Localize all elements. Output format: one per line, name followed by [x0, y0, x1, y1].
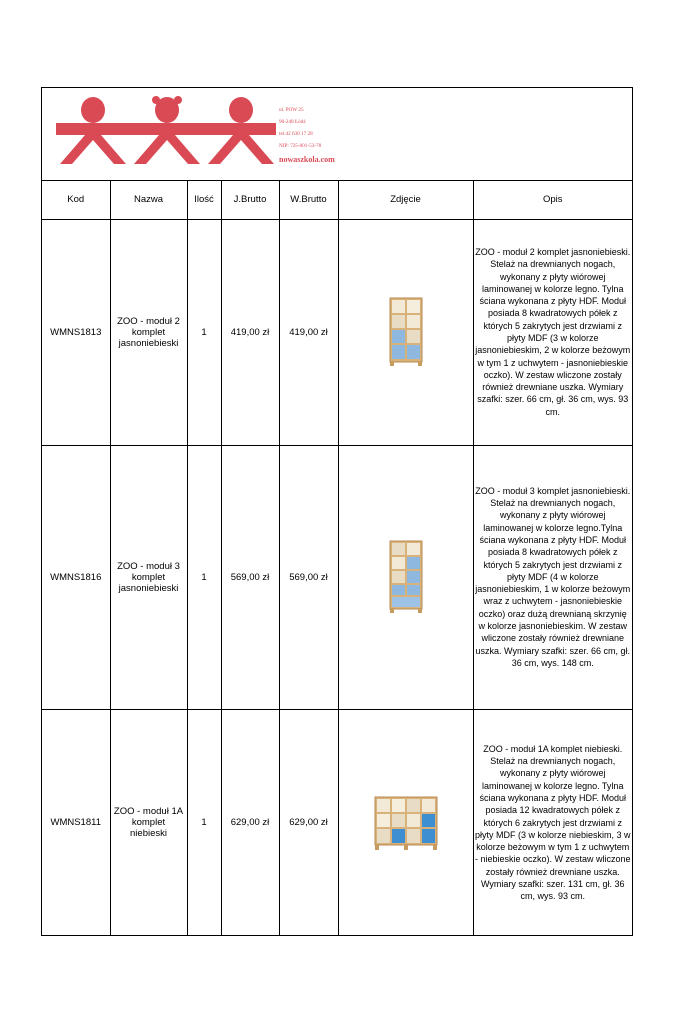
cell-kod: WMNS1813 [42, 219, 110, 445]
header-wbrutto: W.Brutto [279, 181, 338, 219]
cell-zdjecie [338, 219, 473, 445]
cell-zdjecie [338, 709, 473, 936]
cell-zdjecie [338, 445, 473, 709]
company-contact [279, 104, 335, 166]
header-jbrutto: J.Brutto [221, 181, 279, 219]
website-link[interactable]: nowaszkola.com [279, 155, 335, 164]
cell-ilosc: 1 [187, 445, 221, 709]
product-sheet [41, 87, 633, 936]
header-zdjecie: Zdjęcie [338, 181, 473, 219]
cell-kod: WMNS1816 [42, 445, 110, 709]
cell-kod: WMNS1811 [42, 709, 110, 936]
cell-wbrutto: 419,00 zł [279, 219, 338, 445]
header-ilosc: Ilość [187, 181, 221, 219]
cell-nazwa: ZOO - moduł 3 komplet jasnoniebieski [110, 445, 187, 709]
cell-opis: ZOO - moduł 3 komplet jasnoniebieski. Stelaż na drewnianych nogach, wykonany z płyty wiórowej laminowanej w kolorze legno.Tylna ściana wykonana z płyty HDF. Moduł posiada 8 kwadratowych półek z których 5 zakrytych jest drzwiami z płyty MDF (4 w kolorze jasnoniebieskim, 1 w kolorze beżowym wraz z uchwytem - jasnoniebieskie oczko) oraz dużą drewnianą skrzynię w kolorze jasnoniebieskim. W zestaw wliczone zostały również drewniane uszka. Wymiary szafki: szer. 66 cm, gł. 36 cm, wys. 148 cm. [473, 445, 632, 709]
nip: NIP: 725-001-53-78 [279, 143, 322, 149]
cell-jbrutto: 569,00 zł [221, 445, 279, 709]
company-logo [56, 96, 276, 176]
cell-ilosc: 1 [187, 709, 221, 936]
address-line-1: ul. POW 25 [279, 107, 304, 113]
cell-opis: ZOO - moduł 1A komplet niebieski. Stelaż na drewnianych nogach, wykonany z płyty wiórowej laminowanej w kolorze legno. Tylna ściana wykonana z płyty HDF. Moduł posiada 12 kwadratowych półek z których 6 zakrytych jest drzwiami z płyty MDF (3 w kolorze niebieskim, 3 w kolorze beżowym w tym 1 z uchwytem - niebieskie oczko). W zestaw wliczone zostały również drewniane uszka. Wymiary szafki: szer. 131 cm, gł. 36 cm, wys. 93 cm. [474, 743, 631, 902]
cell-jbrutto: 419,00 zł [221, 219, 279, 445]
product-photo-cabinet-tall [389, 540, 423, 614]
table-header-row [42, 181, 632, 219]
cell-wbrutto: 629,00 zł [279, 709, 338, 936]
table-row [42, 709, 632, 936]
table-row [42, 219, 632, 445]
product-photo-cabinet-4x3 [374, 794, 438, 852]
cell-wbrutto: 569,00 zł [279, 445, 338, 709]
product-table [42, 181, 632, 936]
table-row [42, 445, 632, 709]
product-photo-cabinet-2x4 [389, 297, 423, 367]
header [42, 88, 632, 181]
address-line-2: 90-248 Łódź [279, 119, 306, 125]
cell-ilosc: 1 [187, 219, 221, 445]
cell-opis: ZOO - moduł 2 komplet jasnoniebieski. Stelaż na drewnianych nogach, wykonany z płyty wiórowej laminowanej w kolorze legno. Tylna ściana wykonana z płyty HDF. Moduł posiada 8 kwadratowych półek z których 5 zakrytych jest drzwiami z płyty MDF (3 w kolorze jasnoniebieskim, 2 w kolorze beżowym w tym 1 z uchwytem - jasnoniebieskie oczko). W zestaw wliczone zostały również drewniane uszka. Wymiary szafki: szer. 66 cm, gł. 36 cm, wys. 93 cm. [473, 219, 632, 445]
phone: tel.42 630 17 28 [279, 131, 313, 137]
header-kod: Kod [42, 181, 110, 219]
cell-jbrutto: 629,00 zł [221, 709, 279, 936]
cell-nazwa: ZOO - moduł 2 komplet jasnoniebieski [110, 219, 187, 445]
header-opis: Opis [473, 181, 632, 219]
cell-nazwa: ZOO - moduł 1A komplet niebieski [110, 709, 187, 936]
header-nazwa: Nazwa [110, 181, 187, 219]
